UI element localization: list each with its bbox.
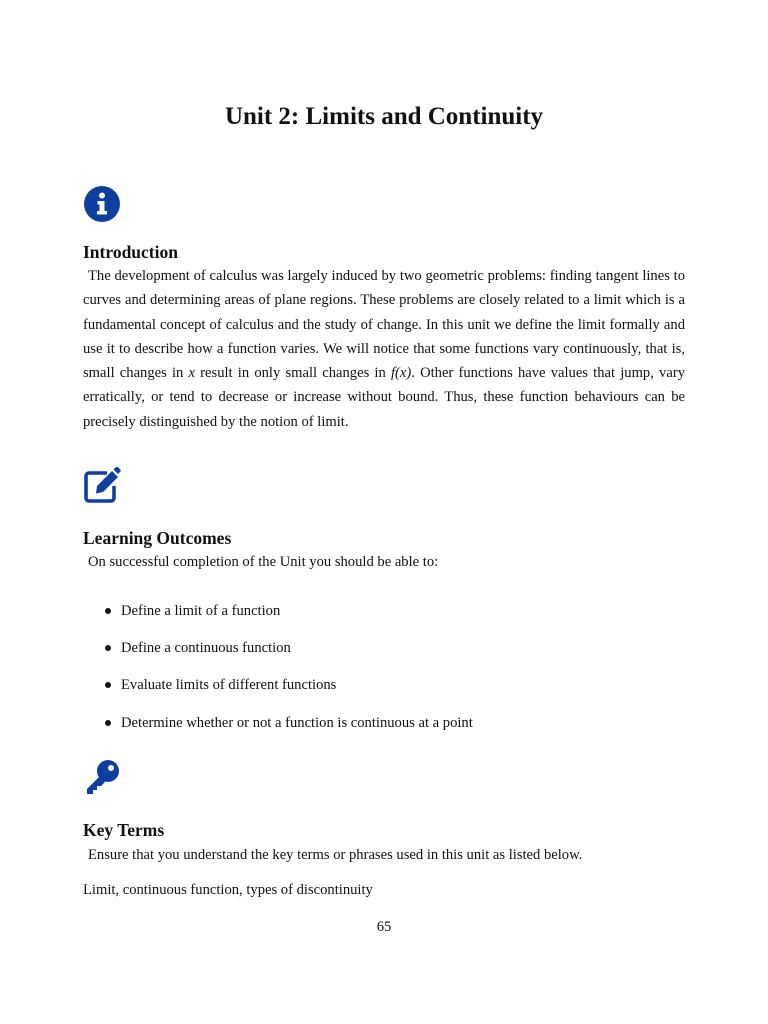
bullet-icon [105,720,111,726]
list-item [105,638,291,658]
list-item [105,713,473,733]
bullet-icon [105,682,111,688]
introduction-paragraph [83,264,685,434]
outcome-text: Evaluate limits of different functions [121,677,337,693]
key-terms-intro: Ensure that you understand the key terms or phrases used in this unit as listed below. [88,847,583,863]
introduction-text-part-1: The development of calculus was largely induced by two geometric problems: finding tangent lines to curves and determining areas of plane regions. These problems are closely related to a limit which is a fundamental concept of calculus and the study of change. In this unit we define the limit formally and use it to describe how a function varies. We will notice that some functions vary continuously, that is, small changes in [83,268,685,382]
bullet-icon [105,645,111,651]
page-title: Unit 2: Limits and Continuity [224,103,544,130]
learning-outcomes-heading: Learning Outcomes [83,528,232,548]
edit-pencil-icon [83,466,121,504]
key-icon [83,758,121,796]
math-fx: f(x) [390,365,412,382]
outcome-text: Define a limit of a function [121,603,281,619]
key-terms-heading: Key Terms [83,820,165,840]
key-terms-list: Limit, continuous function, types of discontinuity [83,882,373,898]
math-x: x [188,365,195,382]
list-item [105,601,280,621]
introduction-text-part-3: . Other functions have values that jump, vary erratically, or tend to decrease or increase without bound. Thus, these function behaviours can be precisely distinguished by the notion of limit. [83,365,685,430]
outcome-text: Determine whether or not a function is continuous at a point [121,715,473,731]
outcome-text: Define a continuous function [121,640,291,656]
list-item [105,675,336,695]
introduction-text-part-2: result in only small changes in [195,365,391,382]
bullet-icon [105,608,111,614]
introduction-heading: Introduction [83,242,178,262]
page-number: 65 [376,919,392,935]
learning-outcomes-intro: On successful completion of the Unit you should be able to: [88,554,439,570]
info-circle-icon [83,185,121,223]
